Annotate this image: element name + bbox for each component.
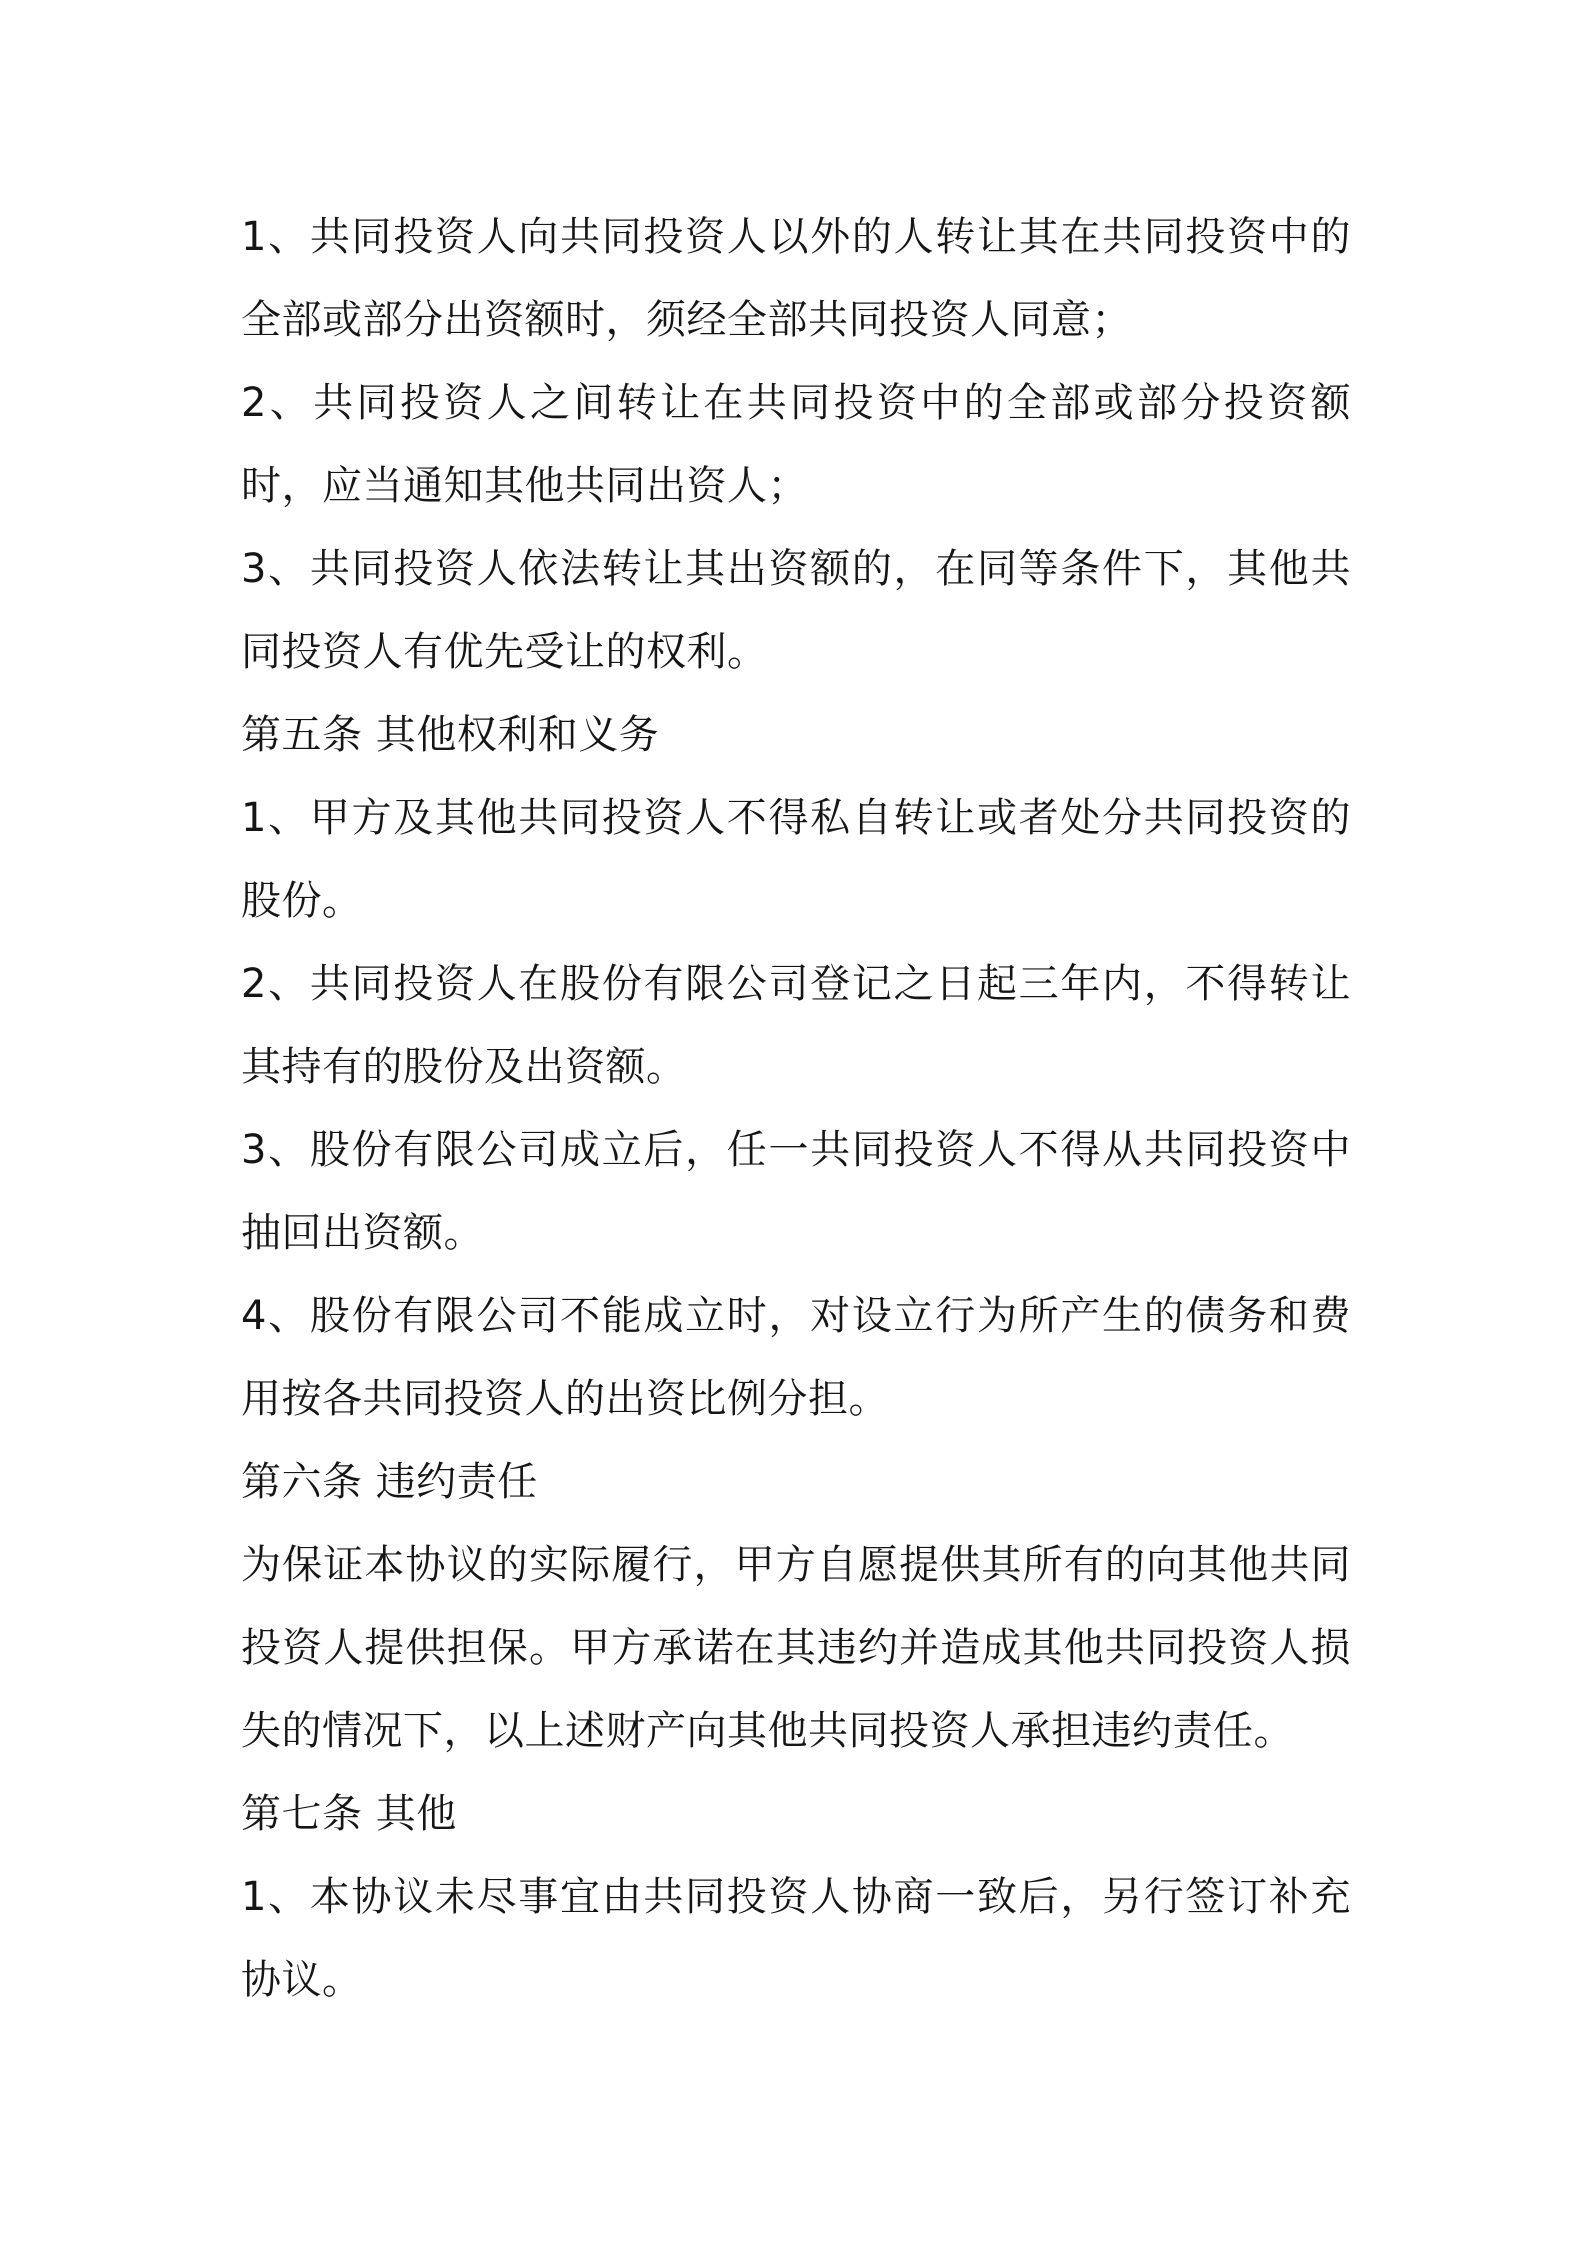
clause-three-year-lockup: 2、共同投资人在股份有限公司登记之日起三年内，不得转让其持有的股份及出资额。 [241, 961, 1351, 1090]
clause-transfer-between-investors: 2、共同投资人之间转让在共同投资中的全部或部分投资额时，应当通知其他共同出资人； [241, 380, 1351, 509]
article-6-heading: 第六条 违约责任 [241, 1459, 538, 1505]
clause-preemptive-right: 3、共同投资人依法转让其出资额的，在同等条件下，其他共同投资人有优先受让的权利。 [241, 546, 1351, 675]
clause-supplementary-agreement: 1、本协议未尽事宜由共同投资人协商一致后，另行签订补充协议。 [241, 1874, 1351, 2003]
article-5-heading: 第五条 其他权利和义务 [241, 712, 660, 758]
clause-no-withdrawal: 3、股份有限公司成立后，任一共同投资人不得从共同投资中抽回出资额。 [241, 1127, 1351, 1256]
clause-breach-liability: 为保证本协议的实际履行，甲方自愿提供其所有的向其他共同投资人提供担保。甲方承诺在其违约并造成其他共同投资人损失的情况下，以上述财产向其他共同投资人承担违约责任。 [241, 1542, 1351, 1754]
article-7-heading: 第七条 其他 [241, 1791, 457, 1837]
clause-no-private-transfer: 1、甲方及其他共同投资人不得私自转让或者处分共同投资的股份。 [241, 795, 1351, 924]
document-body [241, 196, 1351, 2022]
clause-failure-costs: 4、股份有限公司不能成立时，对设立行为所产生的债务和费用按各共同投资人的出资比例分担。 [241, 1293, 1351, 1422]
clause-transfer-to-outsiders: 1、共同投资人向共同投资人以外的人转让其在共同投资中的全部或部分出资额时，须经全部共同投资人同意； [241, 214, 1351, 343]
